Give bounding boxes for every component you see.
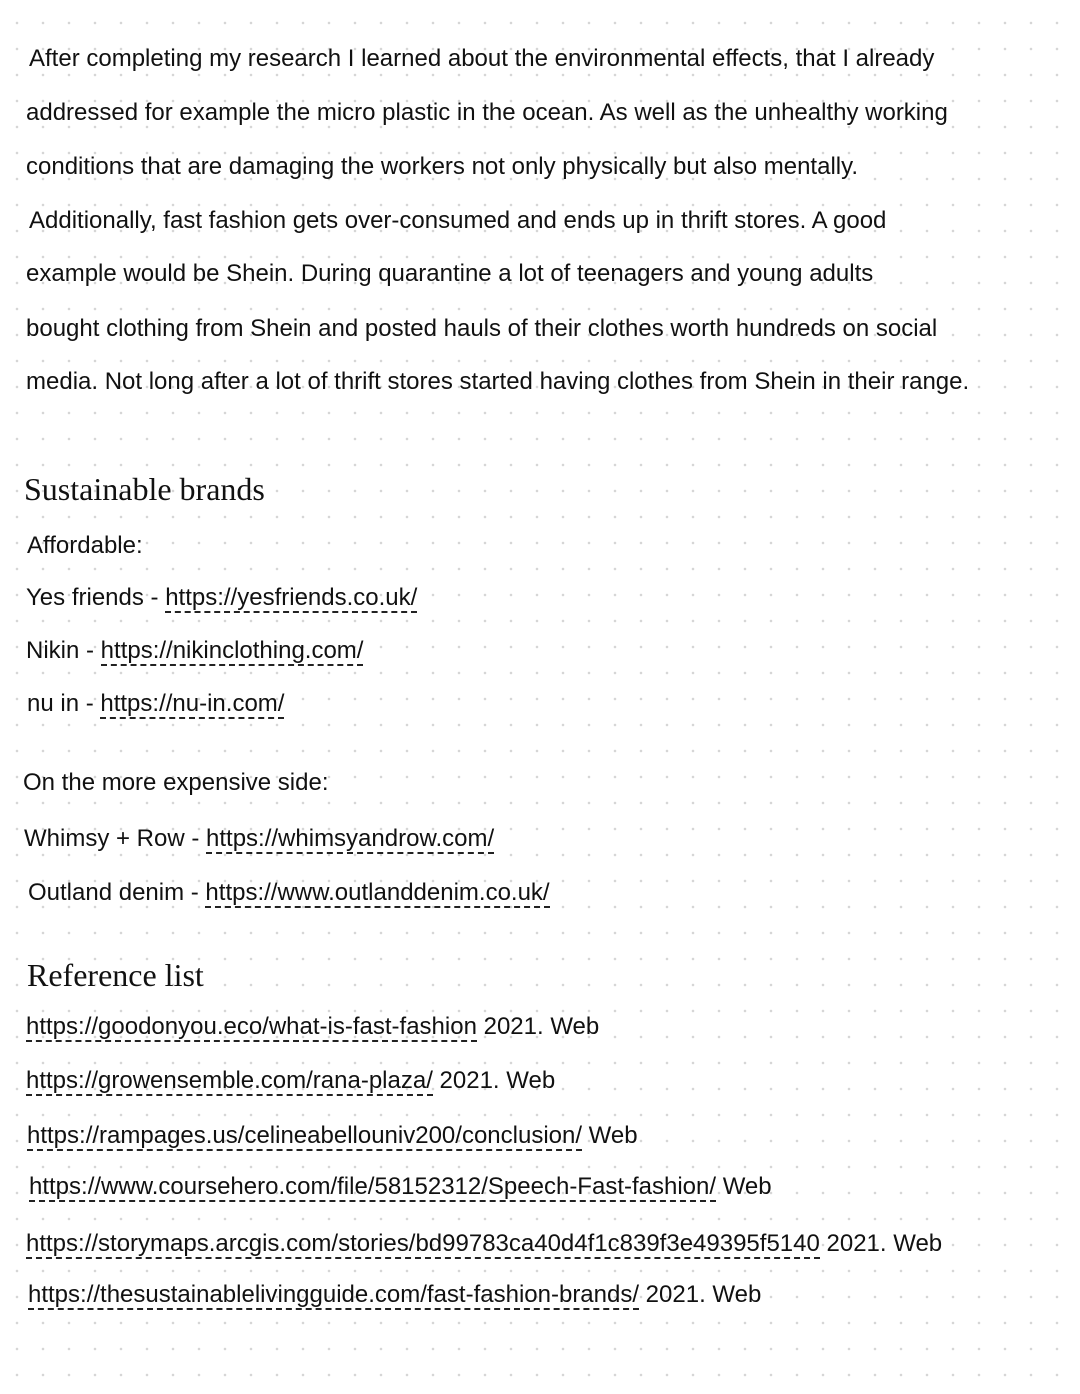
reference-suffix: 2021. Web	[819, 1230, 943, 1257]
brand-item	[28, 878, 550, 908]
reference-suffix: 2021. Web	[476, 1013, 600, 1040]
brand-link[interactable]: https://yesfriends.co.uk/	[165, 584, 418, 611]
reference-suffix: Web	[716, 1173, 772, 1200]
brand-name: Whimsy + Row -	[24, 825, 207, 852]
paragraph-line: Additionally, fast fashion gets over-consumed and ends up in thrift stores. A good	[29, 207, 887, 234]
paragraph-line: media. Not long after a lot of thrift stores started having clothes from Shein in their range.	[26, 368, 970, 395]
paragraph-line: bought clothing from Shein and posted hauls of their clothes worth hundreds on social	[26, 315, 938, 342]
paragraph-line: addressed for example the micro plastic in the ocean. As well as the unhealthy working	[26, 99, 948, 126]
brand-item	[27, 689, 284, 719]
brand-link[interactable]: https://nikinclothing.com/	[100, 637, 364, 664]
reference-link[interactable]: https://goodonyou.eco/what-is-fast-fashion	[26, 1013, 477, 1040]
reference-item	[27, 1121, 638, 1151]
reference-item	[29, 1172, 772, 1202]
reference-suffix: Web	[582, 1122, 638, 1149]
brand-item	[26, 636, 363, 666]
section-heading-reference-list: Reference list	[27, 957, 204, 993]
brand-link[interactable]: https://www.outlanddenim.co.uk/	[205, 879, 550, 906]
expensive-label: On the more expensive side:	[23, 769, 329, 796]
brand-item	[24, 824, 494, 854]
brand-link[interactable]: https://nu-in.com/	[100, 690, 285, 717]
affordable-label: Affordable:	[27, 532, 143, 559]
brand-name: Nikin -	[26, 637, 101, 664]
reference-item	[26, 1012, 599, 1042]
reference-item	[26, 1229, 942, 1259]
paragraph-line: conditions that are damaging the workers not only physically but also mentally.	[26, 153, 858, 180]
brand-item	[26, 583, 417, 613]
brand-name: Yes friends -	[26, 584, 166, 611]
reference-link[interactable]: https://rampages.us/celineabellouniv200/conclusion/	[27, 1122, 583, 1149]
reference-link[interactable]: https://storymaps.arcgis.com/stories/bd99783ca40d4f1c839f3e49395f5140	[26, 1230, 820, 1257]
reference-item	[26, 1066, 555, 1096]
brand-name: Outland denim -	[28, 879, 206, 906]
reference-link[interactable]: https://growensemble.com/rana-plaza/	[26, 1067, 433, 1094]
paragraph-line: After completing my research I learned about the environmental effects, that I already	[29, 45, 935, 72]
paragraph-line: example would be Shein. During quarantine a lot of teenagers and young adults	[26, 260, 874, 287]
reference-link[interactable]: https://thesustainablelivingguide.com/fast-fashion-brands/	[28, 1281, 640, 1308]
reference-link[interactable]: https://www.coursehero.com/file/58152312/Speech-Fast-fashion/	[29, 1173, 717, 1200]
brand-name: nu in -	[27, 690, 101, 717]
reference-item	[28, 1280, 761, 1310]
reference-suffix: 2021. Web	[639, 1281, 762, 1308]
section-heading-sustainable-brands: Sustainable brands	[24, 471, 265, 507]
reference-suffix: 2021. Web	[432, 1067, 556, 1094]
brand-link[interactable]: https://whimsyandrow.com/	[206, 825, 495, 852]
